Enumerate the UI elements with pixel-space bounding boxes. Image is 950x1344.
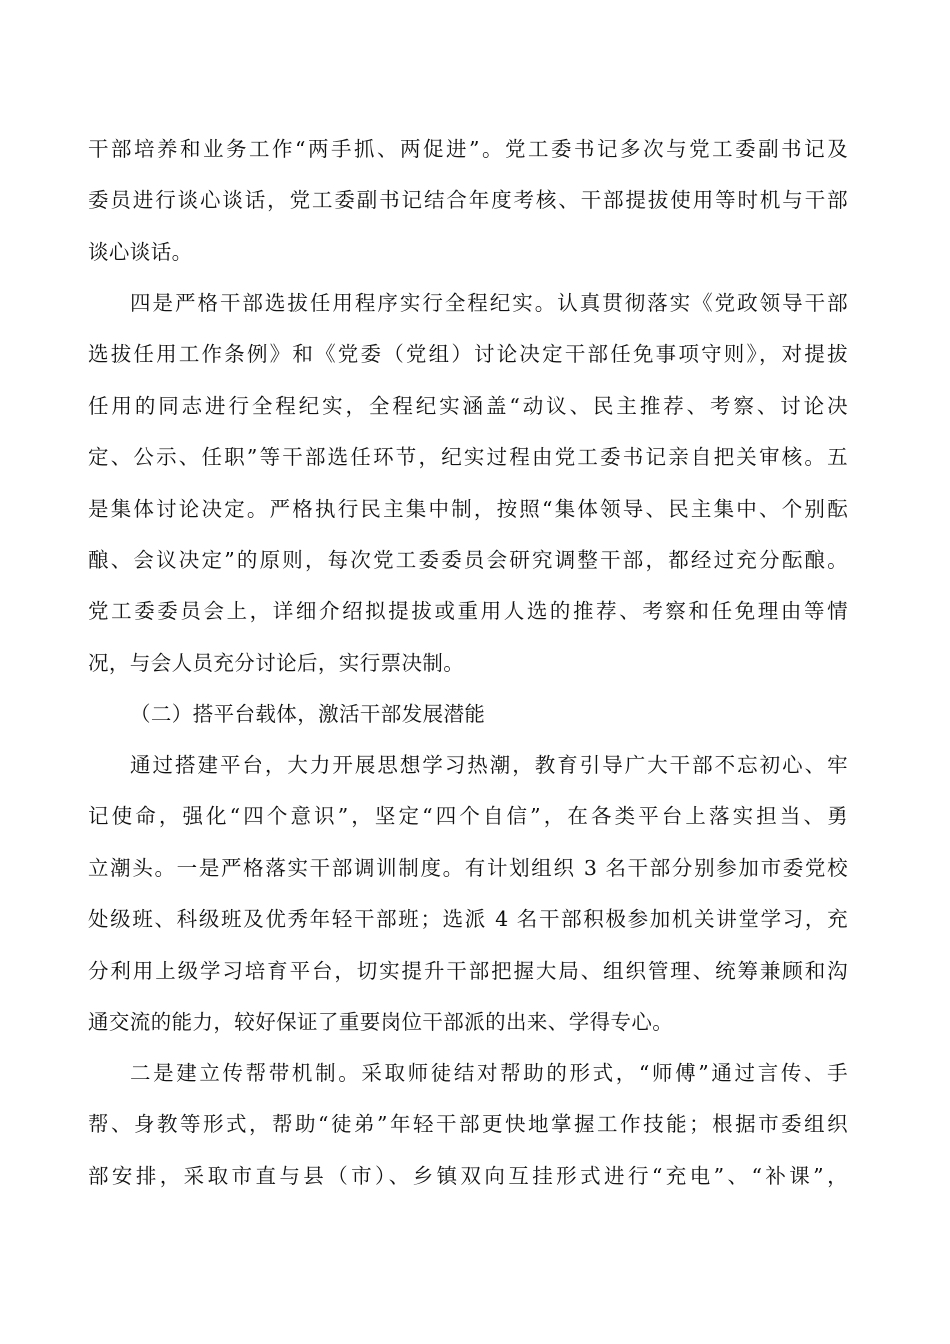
paragraph-line: 干部培养和业务工作“两手抓、两促进”。党工委书记多次与党工委副书记及 [88, 137, 848, 161]
paragraph-line: 部安排，采取市直与县（市）、乡镇双向互挂形式进行“充电”、“补课”， [88, 1163, 848, 1188]
paragraph-line: 酿、会议决定”的原则，每次党工委委员会研究调整干部，都经过充分酝酿。 [88, 548, 848, 573]
paragraph-1 [88, 124, 848, 278]
paragraph-line: 党工委委员会上，详细介绍拟提拔或重用人选的推荐、考察和任免理由等情 [88, 599, 848, 624]
paragraph-line: 选拔任用工作条例》和《党委（党组）讨论决定干部任免事项守则》，对提拔 [88, 342, 848, 367]
paragraph-line: 立潮头。一是严格落实干部调训制度。有计划组织 3 名干部分别参加市委党校 [88, 855, 848, 880]
paragraph-line: 帮、身教等形式，帮助“徒弟”年轻干部更快地掌握工作技能；根据市委组织 [88, 1112, 848, 1137]
paragraph-line: 定、公示、任职”等干部选任环节，纪实过程由党工委书记亲自把关审核。五 [88, 445, 848, 470]
paragraph-2 [88, 278, 848, 689]
paragraph-line: 通过搭建平台，大力开展思想学习热潮，教育引导广大干部不忘初心、牢 [130, 753, 848, 777]
paragraph-line: 谈心谈话。 [88, 239, 193, 264]
section-heading [88, 689, 848, 740]
paragraph-line: 是集体讨论决定。严格执行民主集中制，按照“集体领导、民主集中、个别酝 [88, 496, 848, 521]
paragraph-3 [88, 740, 848, 1048]
paragraph-line: 处级班、科级班及优秀年轻干部班；选派 4 名干部积极参加机关讲堂学习，充 [88, 907, 848, 932]
paragraph-line: 分利用上级学习培育平台，切实提升干部把握大局、组织管理、统筹兼顾和沟 [88, 958, 848, 983]
paragraph-line: 二是建立传帮带机制。采取师徒结对帮助的形式，“师傅”通过言传、手 [130, 1061, 848, 1085]
paragraph-line: 况，与会人员充分讨论后，实行票决制。 [88, 650, 465, 675]
paragraph-4 [88, 1048, 848, 1202]
paragraph-line: 记使命，强化“四个意识”，坚定“四个自信”，在各类平台上落实担当、勇 [88, 804, 848, 829]
section-heading-text: （二）搭平台载体，激活干部发展潜能 [130, 702, 486, 726]
paragraph-line: 通交流的能力，较好保证了重要岗位干部派的出来、学得专心。 [88, 1010, 674, 1035]
paragraph-line: 委员进行谈心谈话，党工委副书记结合年度考核、干部提拔使用等时机与干部 [88, 188, 848, 213]
paragraph-line: 任用的同志进行全程纪实，全程纪实涵盖“动议、民主推荐、考察、讨论决 [88, 393, 848, 418]
paragraph-line: 四是严格干部选拔任用程序实行全程纪实。认真贯彻落实《党政领导干部 [130, 291, 848, 315]
